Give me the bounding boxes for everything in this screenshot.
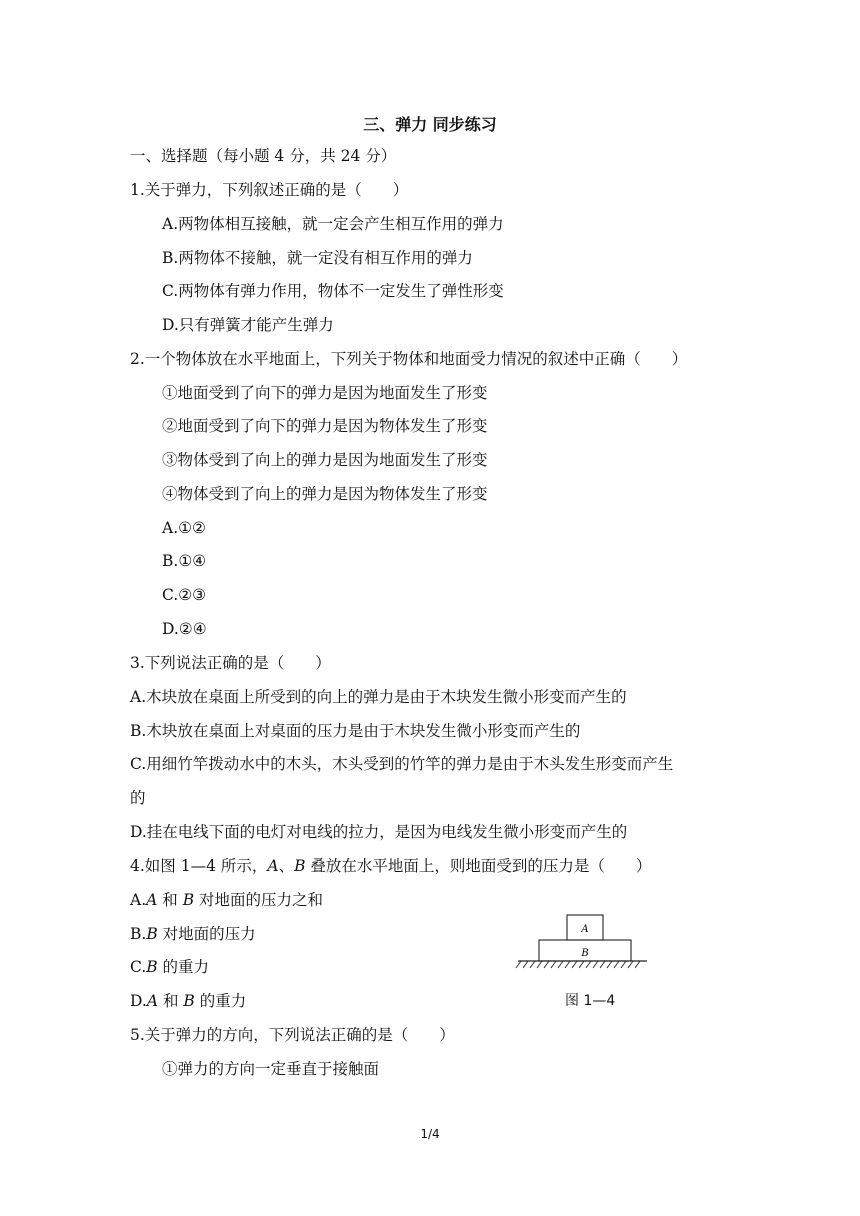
q1-option-b: B.两物体不接触，就一定没有相互作用的弹力: [162, 249, 473, 267]
hatch-mark: [579, 961, 584, 968]
q4-stem: 4.如图 1—4 所示，A、B 叠放在水平地面上，则地面受到的压力是（ ）: [130, 857, 652, 875]
hatch-mark: [551, 961, 556, 968]
q2-statement-4: ④物体受到了向上的弹力是因为物体发生了形变: [162, 485, 488, 503]
hatch-mark: [516, 961, 521, 968]
hatch-mark: [530, 961, 535, 968]
hatch-mark: [586, 961, 591, 968]
hatch-mark: [558, 961, 563, 968]
q5-stem: 5.关于弹力的方向，下列说法正确的是（ ）: [130, 1026, 455, 1044]
stacked-blocks-figure: [515, 912, 650, 974]
q4-option-a: A.A 和 B 对地面的压力之和: [130, 891, 324, 909]
hatch-mark: [593, 961, 598, 968]
q2-statement-3: ③物体受到了向上的弹力是因为地面发生了形变: [162, 451, 488, 469]
hatch-mark: [614, 961, 619, 968]
q3-option-c: C.用细竹竿拨动水中的木头，木头受到的竹竿的弹力是由于木头发生形变而产生: [130, 755, 674, 773]
q4-option-b: B.B 对地面的压力: [130, 925, 256, 943]
hatch-mark: [628, 961, 633, 968]
hatch-mark: [523, 961, 528, 968]
var-b: B: [294, 857, 306, 875]
q2-option-b: B.①④: [162, 552, 207, 570]
hatch-mark: [572, 961, 577, 968]
q5-statement-1: ①弹力的方向一定垂直于接触面: [162, 1060, 380, 1078]
page-title: 三、弹力 同步练习: [363, 115, 497, 134]
q3-option-d: D.挂在电线下面的电灯对电线的拉力，是因为电线发生微小形变而产生的: [130, 823, 628, 841]
hatch-mark: [537, 961, 542, 968]
hatch-mark: [600, 961, 605, 968]
hatch-mark: [565, 961, 570, 968]
hatch-mark: [607, 961, 612, 968]
hatch-mark: [635, 961, 640, 968]
hatch-mark: [544, 961, 549, 968]
q1-option-a: A.两物体相互接触，就一定会产生相互作用的弹力: [162, 215, 504, 233]
q3-option-a: A.木块放在桌面上所受到的向上的弹力是由于木块发生微小形变而产生的: [130, 688, 627, 706]
block-a-label: A: [581, 924, 589, 935]
var-a: A: [267, 857, 279, 875]
q2-option-c: C.②③: [162, 586, 207, 604]
q4-option-c: C.B 的重力: [130, 958, 210, 976]
page-number: 1/4: [420, 1127, 440, 1141]
q3-stem: 3.下列说法正确的是（ ）: [130, 654, 331, 672]
block-b-label: B: [581, 948, 589, 959]
q2-statement-1: ①地面受到了向下的弹力是因为地面发生了形变: [162, 384, 488, 402]
ground-hatching: [516, 961, 640, 968]
q2-stem: 2.一个物体放在水平地面上，下列关于物体和地面受力情况的叙述中正确（ ）: [130, 350, 688, 368]
q1-option-d: D.只有弹簧才能产生弹力: [162, 316, 334, 334]
q2-option-a: A.①②: [162, 519, 206, 537]
q2-statement-2: ②地面受到了向下的弹力是因为物体发生了形变: [162, 417, 488, 435]
q2-option-d: D.②④: [162, 620, 207, 638]
q3-option-b: B.木块放在桌面上对桌面的压力是由于木块发生微小形变而产生的: [130, 722, 581, 740]
q1-stem: 1.关于弹力，下列叙述正确的是（ ）: [130, 181, 409, 199]
figure-caption: 图 1—4: [565, 993, 616, 1009]
hatch-mark: [621, 961, 626, 968]
q1-option-c: C.两物体有弹力作用，物体不一定发生了弹性形变: [162, 282, 504, 300]
section-heading: 一、选择题（每小题 4 分，共 24 分）: [130, 147, 397, 165]
q4-option-d: D.A 和 B 的重力: [130, 992, 247, 1010]
q3-option-c-continued: 的: [130, 789, 146, 807]
